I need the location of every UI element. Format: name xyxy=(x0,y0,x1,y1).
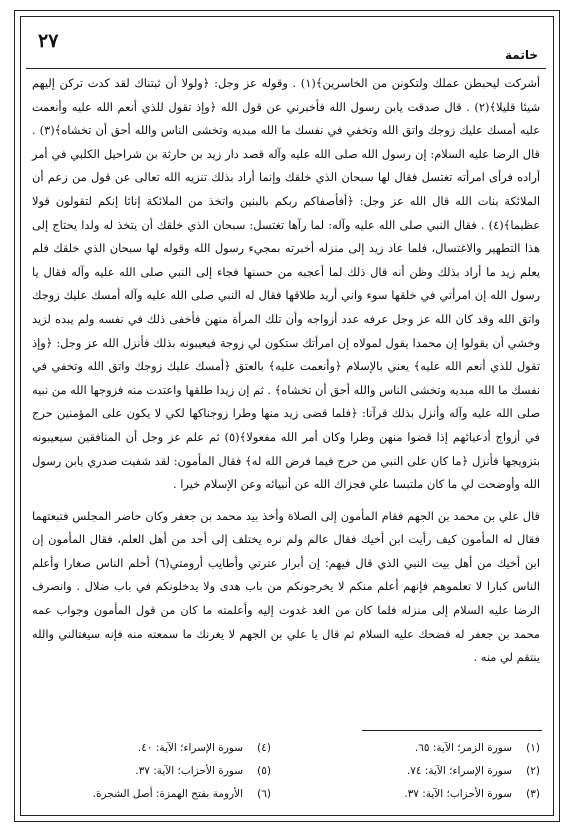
footnotes xyxy=(32,738,540,804)
footnote-divider xyxy=(362,730,542,731)
paragraph-1: أشركت ليحبطن عملك ولتكونن من الخاسرين﴾(١) . وقوله عز وجل: ﴿ولولا أن ثبتناك لقد كدت تركن إليهم شيئا قليلا﴾(٢) . قال صدقت يابن رسول الله فأخبرني عن قول الله ﴿وإذ تقول للذي أنعم الله عليه وأنعمت عليه أمسك عليك زوجك واتق الله وتخفي في نفسك ما الله مبديه وتخشى الناس والله أحق أن تخشاه﴾(٣) . قال الرضا عليه السلام: إن رسول الله صلى الله عليه وآله قصد دار زيد بن حارثة بن شراحيل الكلبي في أمر أراده فرأى امرأته تغتسل فقال لها سبحان الذي خلقك وإنما أراد بذلك تنزيه الله تعالى عن قول من زعم أن الملائكة بنات الله قال الله عز وجل: ﴿أفأصفاكم ربكم بالبنين واتخذ من الملائكة إناثا إنكم لتقولون قولا عظيما﴾(٤) . فقال النبي صلى الله عليه وآله: لما رآها تغتسل: سبحان الذي خلقك أن يتخذ له ولدا يحتاج إلى هذا التطهير والاغتسال، فلما عاد زيد إلى منزله أخبرته بمجيء رسول الله وقوله لها سبحان الذي خلقك فلم يعلم زيد ما أراد بذلك وظن أنه قال ذلك لما أعجبه من حسنها فجاء إلى النبي صلى الله عليه وآله فقال يا رسول الله إن امرأتي في خلقها سوء واني أريد طلاقها فقال له النبي صلى الله عليه وآله أمسك عليك زوجك واتق الله وقد كان الله عز وجل عرفه عدد أزواجه وأن تلك المرأة منهن فأخفى ذلك في نفسه ولم يبده لزيد وخشي أن يقولوا إن محمدا يقول لمولاه إن امرأتك ستكون لي زوجة فيعيبونه بذلك فأنزل الله عز وجل: ﴿وإذ تقول للذي أنعم الله عليه﴾ يعني بالإسلام ﴿وأنعمت عليه﴾ بالعتق ﴿أمسك عليك زوجك واتق الله وتخفي في نفسك ما الله مبديه وتخشى الناس والله أحق أن تخشاه﴾ . ثم إن زيدا طلقها واعتدت منه فزوجها الله من نبيه صلى الله عليه وآله وأنزل بذلك قرآنا: ﴿فلما قضى زيد منها وطرا زوجناكها لكي لا يكون على المؤمنين حرج في أزواج أدعيائهم إذا قضوا منهن وطرا وكان أمر الله مفعولا﴾(٥) ثم علم عز وجل أن المنافقين سيعيبونه بتزويجها فأنزل ﴿ما كان على النبي من حرج فيما فرض الله له﴾ فقال المأمون: لقد شفيت صدري يابن رسول الله وأوضحت لي ما كان ملتبسا علي فجزاك الله عن أنبيائه وعن الإسلام خيرا . xyxy=(32,76,541,492)
footnote-4: (٤) سورة الإسراء؛ الآية: ٤٠. xyxy=(137,742,271,754)
footnote-6: (٦) الأرومة بفتح الهمزة: أصل الشجرة. xyxy=(92,788,271,800)
footnote-2: (٢) سورة الإسراء؛ الآية: ٧٤. xyxy=(406,765,540,777)
footnote-1: (١) سورة الزمر؛ الآية: ٦٥. xyxy=(414,742,540,754)
main-text xyxy=(32,72,540,670)
paragraph-2: قال علي بن محمد بن الجهم فقام المأمون إلى الصلاة وأخذ بيد محمد بن جعفر وكان حاضر المجلس فتبعتهما فقال له المأمون كيف رأيت ابن أخيك فقال عالم ولم نره يختلف إلى أحد من أهل العلم، فقال المأمون إن ابن أخيك من أهل بيت النبي الذي قال فيهم: إن أبرار عترتي وأطايب أرومتي(٦) أحلم الناس صغارا وأعلم الناس كبارا لا تعلموهم فإنهم أعلم منكم لا يخرجونكم من باب هدى ولا يدخلونكم في باب ضلال . وانصرف الرضا عليه السلام إلى منزله فلما كان من الغد غدوت إليه وأعلمته ما كان من قول المأمون وجواب عمه محمد بن جعفر له فضحك عليه السلام ثم قال يا علي بن الجهم لا يغرنك ما سمعته منه فإنه سيغتالني والله ينتقم لي منه . xyxy=(32,508,540,665)
footnote-3: (٣) سورة الأحزاب؛ الآية: ٣٧. xyxy=(404,788,540,800)
page-number: ٢٧ xyxy=(38,30,59,52)
header-divider xyxy=(26,68,546,69)
footnote-5: (٥) سورة الأحزاب؛ الآية: ٣٧. xyxy=(135,765,271,777)
section-title: خاتمة xyxy=(505,48,538,62)
page-header xyxy=(26,24,546,70)
